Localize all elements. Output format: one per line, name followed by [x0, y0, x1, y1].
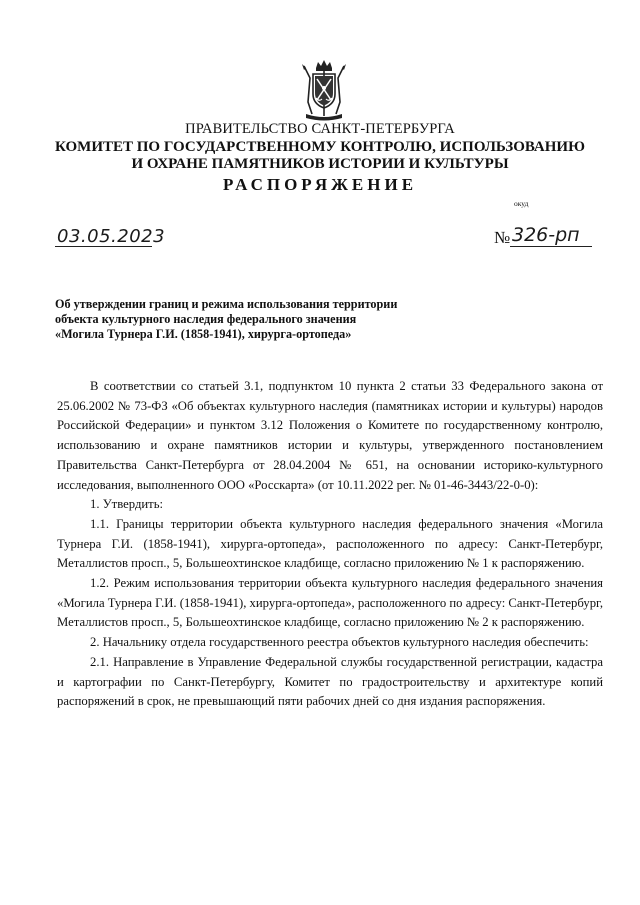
title-line-2: объекта культурного наследия федерального значения: [55, 312, 357, 326]
title-line-1: Об утверждении границ и режима использования территории: [55, 297, 398, 311]
number-underline: [510, 246, 592, 247]
document-number: 326-рп: [512, 224, 580, 246]
clause-1-2: 1.2. Режим использования территории объекта культурного наследия федерального значения «Могила Турнера Г.И. (1858-1941), хирурга-ортопеда», расположенного по адресу: Санкт-Петербург, Металлистов просп., 5, Большеохтинское кладбище, согласно приложению № 2 к распоряжению.: [57, 576, 603, 630]
okud-label: окуд: [514, 199, 529, 208]
document-date: 03.05.2023: [57, 226, 166, 247]
clause-2-1: 2.1. Направление в Управление Федеральной службы государственной регистрации, кадастра и картографии по Санкт-Петербургу, Комитет по градостроительству и архитектуре копий распоряжений в срок, не превышающий пяти рабочих дней со дня издания распоряжения.: [57, 654, 603, 709]
document-type-heading: РАСПОРЯЖЕНИЕ: [222, 175, 418, 194]
clause-2: 2. Начальнику отдела государственного реестра объектов культурного наследия обеспечить:: [90, 635, 589, 650]
date-underline: [55, 246, 152, 247]
preamble-paragraph: В соответствии со статьей 3.1, подпунктом 10 пункта 2 статьи 33 Федерального закона от 25.06.2002 № 73-ФЗ «Об объектах культурного наследия (памятниках истории и культуры) народов Российской Федерации» и пунктом 3.12 Положения о Комитете по государственному контролю, использованию и охране памятников истории и культуры, утвержденного постановлением Правительства Санкт-Петербурга от 28.04.2004 № 651, на основании историко-культурного исследования, выполненного ООО «Росскарта» (от 10.11.2022 рег. № 01-46-3443/22-0-0):: [57, 379, 603, 492]
government-heading: ПРАВИТЕЛЬСТВО САНКТ-ПЕТЕРБУРГА: [185, 121, 455, 137]
clause-1-1: 1.1. Границы территории объекта культурного наследия федерального значения «Могила Турнера Г.И. (1858-1941), хирурга-ортопеда», расположенного по адресу: Санкт-Петербург, Металлистов просп., 5, Большеохтинское кладбище, согласно приложению № 1 к распоряжению.: [57, 516, 603, 571]
clause-1: 1. Утвердить:: [90, 497, 164, 512]
number-sign: №: [494, 228, 511, 247]
committee-heading-line-2: И ОХРАНЕ ПАМЯТНИКОВ ИСТОРИИ И КУЛЬТУРЫ: [131, 156, 509, 172]
title-line-3: «Могила Турнера Г.И. (1858-1941), хирурга-ортопеда»: [55, 327, 352, 341]
document-body: [57, 377, 603, 712]
committee-heading-line-1: КОМИТЕТ ПО ГОСУДАРСТВЕННОМУ КОНТРОЛЮ, ИСПОЛЬЗОВАНИЮ: [55, 139, 585, 155]
saint-petersburg-coat-of-arms-icon: [298, 58, 350, 122]
document-title: [55, 297, 475, 342]
